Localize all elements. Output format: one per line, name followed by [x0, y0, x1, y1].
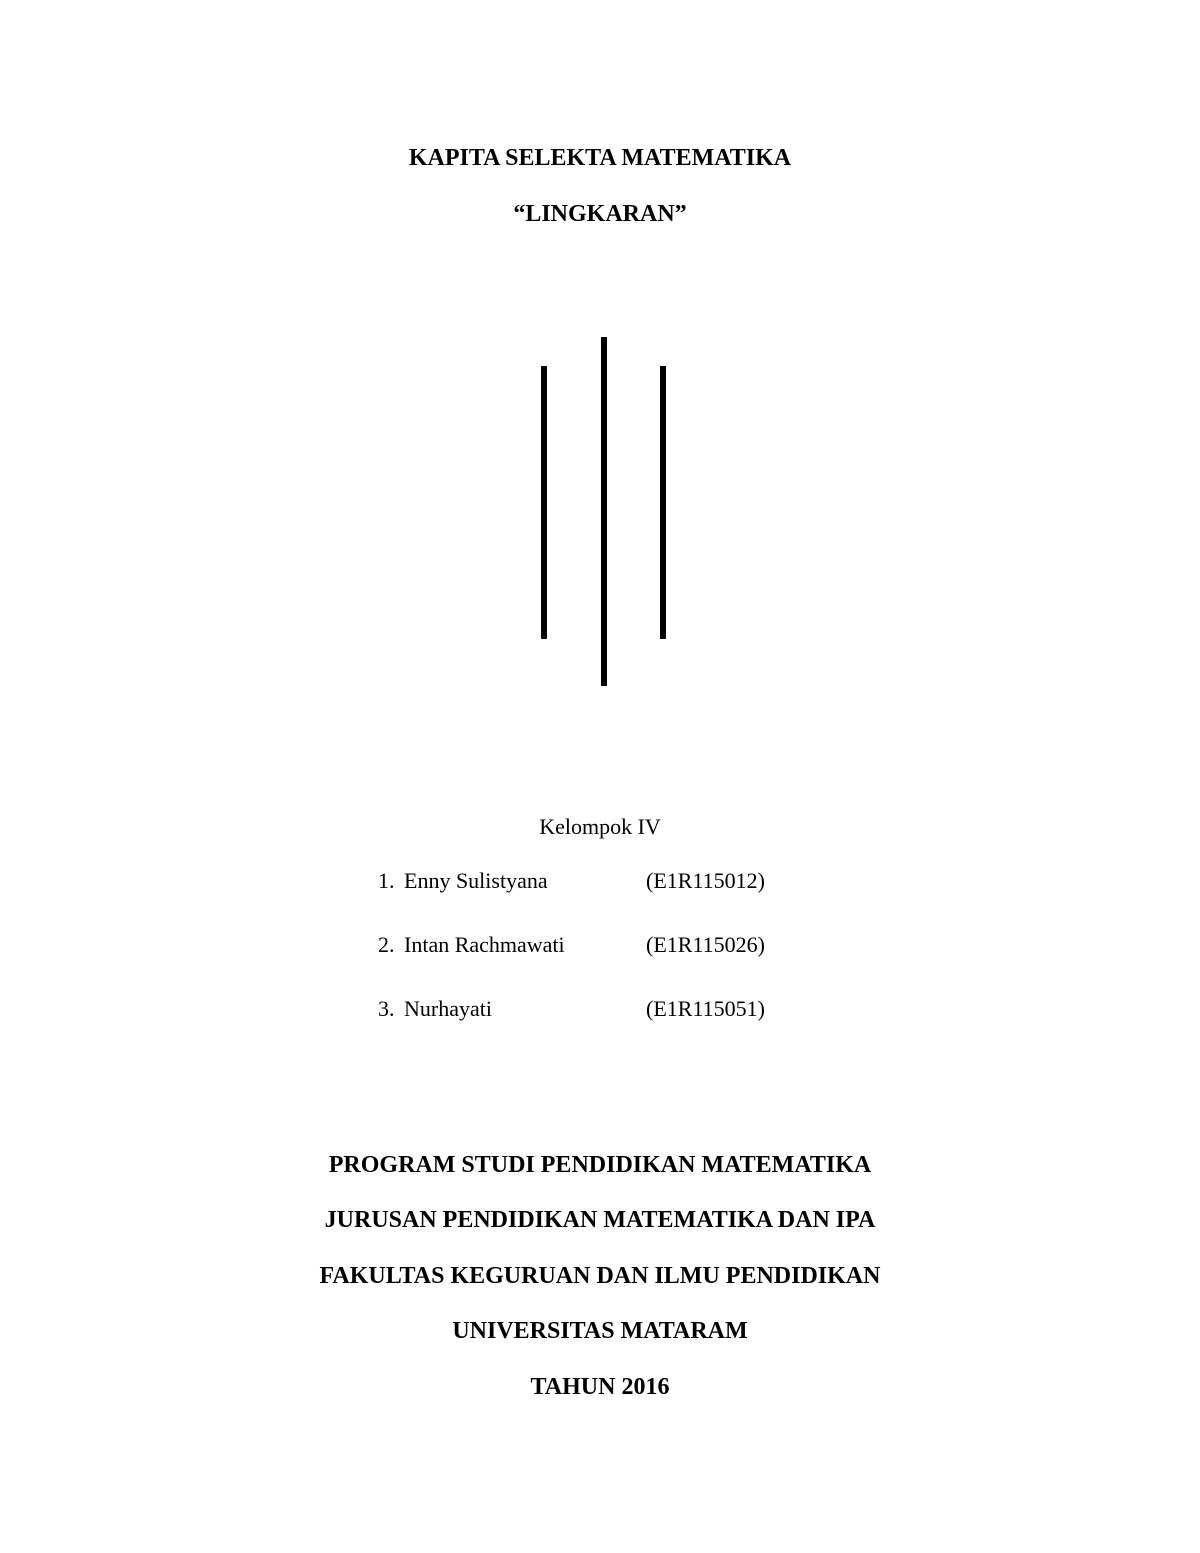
faculty-line: FAKULTAS KEGURUAN DAN ILMU PENDIDIKAN — [319, 1263, 881, 1289]
member-nim: (E1R115051) — [646, 996, 765, 1021]
member-number: 1. — [378, 868, 395, 893]
logo-bar-center — [601, 337, 607, 686]
group-label: Kelompok IV — [539, 814, 661, 839]
logo-bar-right — [660, 366, 666, 639]
member-name: Nurhayati — [404, 996, 492, 1021]
year-line: TAHUN 2016 — [530, 1374, 670, 1400]
member-nim: (E1R115026) — [646, 932, 765, 957]
member-name: Intan Rachmawati — [404, 932, 565, 957]
study-program-line: PROGRAM STUDI PENDIDIKAN MATEMATIKA — [328, 1152, 872, 1178]
logo-bar-left — [541, 366, 547, 639]
document-subtitle: “LINGKARAN” — [513, 201, 687, 227]
member-number: 3. — [378, 996, 395, 1021]
department-line: JURUSAN PENDIDIKAN MATEMATIKA DAN IPA — [324, 1207, 876, 1233]
member-number: 2. — [378, 932, 395, 957]
university-line: UNIVERSITAS MATARAM — [452, 1318, 748, 1344]
document-title: KAPITA SELEKTA MATEMATIKA — [408, 145, 792, 171]
member-nim: (E1R115012) — [646, 868, 765, 893]
member-name: Enny Sulistyana — [404, 868, 548, 893]
